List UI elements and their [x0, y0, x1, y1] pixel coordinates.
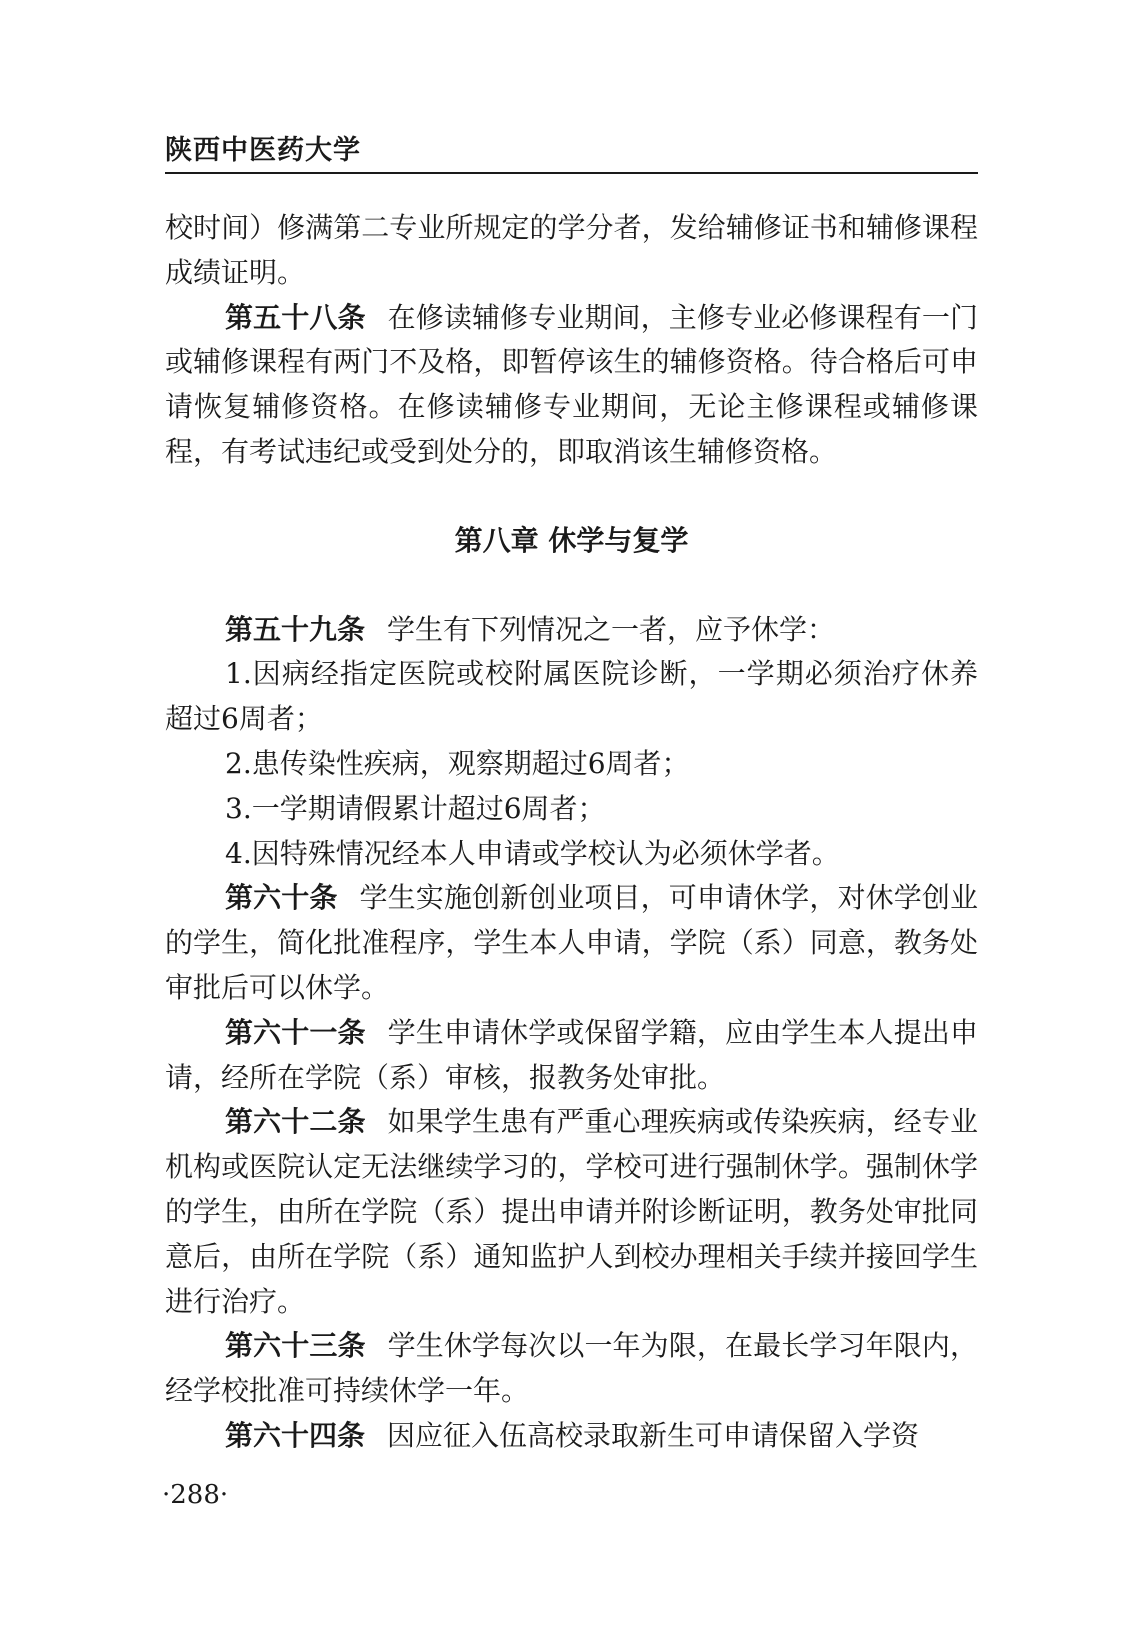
article-label: 第五十九条 — [225, 612, 366, 646]
header-rule — [165, 172, 978, 174]
article-text: 因应征入伍高校录取新生可申请保留入学资 — [387, 1418, 920, 1452]
article-62 — [165, 1100, 978, 1324]
list-item: 2.患传染性疾病，观察期超过6周者； — [225, 746, 690, 780]
article-60 — [165, 876, 978, 1010]
page-number: ·288· — [162, 1480, 229, 1510]
article-text: 学生申请休学或保留学籍，应由学生本人提出申请，经所在学院（系）审核，报教务处审批。 — [165, 1015, 978, 1094]
chapter-heading: 第八章 休学与复学 — [454, 523, 689, 557]
article-text: 学生有下列情况之一者，应予休学： — [387, 612, 836, 646]
list-item: 4.因特殊情况经本人申请或学校认为必须休学者。 — [225, 836, 840, 870]
article-text: 如果学生患有严重心理疾病或传染疾病，经专业机构或医院认定无法继续学习的，学校可进行强制休学。强制休学的学生，由所在学院（系）提出申请并附诊断证明，教务处审批同意后，由所在学院（系）通知监护人到校办理相关手续并接回学生进行治疗。 — [165, 1105, 978, 1318]
running-header: 陕西中医药大学 — [165, 135, 361, 166]
article-label: 第六十三条 — [225, 1329, 366, 1363]
list-item: 3.一学期请假累计超过6周者； — [225, 791, 606, 825]
article-label: 第六十一条 — [225, 1015, 366, 1049]
article-61 — [165, 1011, 978, 1101]
article-64 — [165, 1414, 978, 1459]
article-58 — [165, 296, 978, 475]
article-label: 第五十八条 — [225, 300, 366, 334]
article-text: 学生实施创新创业项目，可申请休学，对休学创业的学生，简化批准程序，学生本人申请，学院（系）同意，教务处审批后可以休学。 — [165, 881, 978, 1004]
article-label: 第六十条 — [225, 881, 338, 915]
paragraph-continuation: 校时间）修满第二专业所规定的学分者，发给辅修证书和辅修课程成绩证明。 — [165, 211, 978, 289]
article-text: 在修读辅修专业期间，主修专业必修课程有一门或辅修课程有两门不及格，即暂停该生的辅修资格。待合格后可申请恢复辅修资格。在修读辅修专业期间，无论主修课程或辅修课程，有考试违纪或受到处分的，即取消该生辅修资格。 — [165, 300, 978, 468]
article-text: 学生休学每次以一年为限，在最长学习年限内，经学校批准可持续休学一年。 — [165, 1329, 978, 1408]
article-label: 第六十二条 — [225, 1105, 366, 1139]
article-label: 第六十四条 — [225, 1418, 366, 1452]
article-63 — [165, 1324, 978, 1414]
article-59 — [165, 608, 978, 653]
body-text — [165, 206, 978, 1459]
list-item: 1.因病经指定医院或校附属医院诊断，一学期必须治疗休养超过6周者； — [165, 657, 978, 736]
